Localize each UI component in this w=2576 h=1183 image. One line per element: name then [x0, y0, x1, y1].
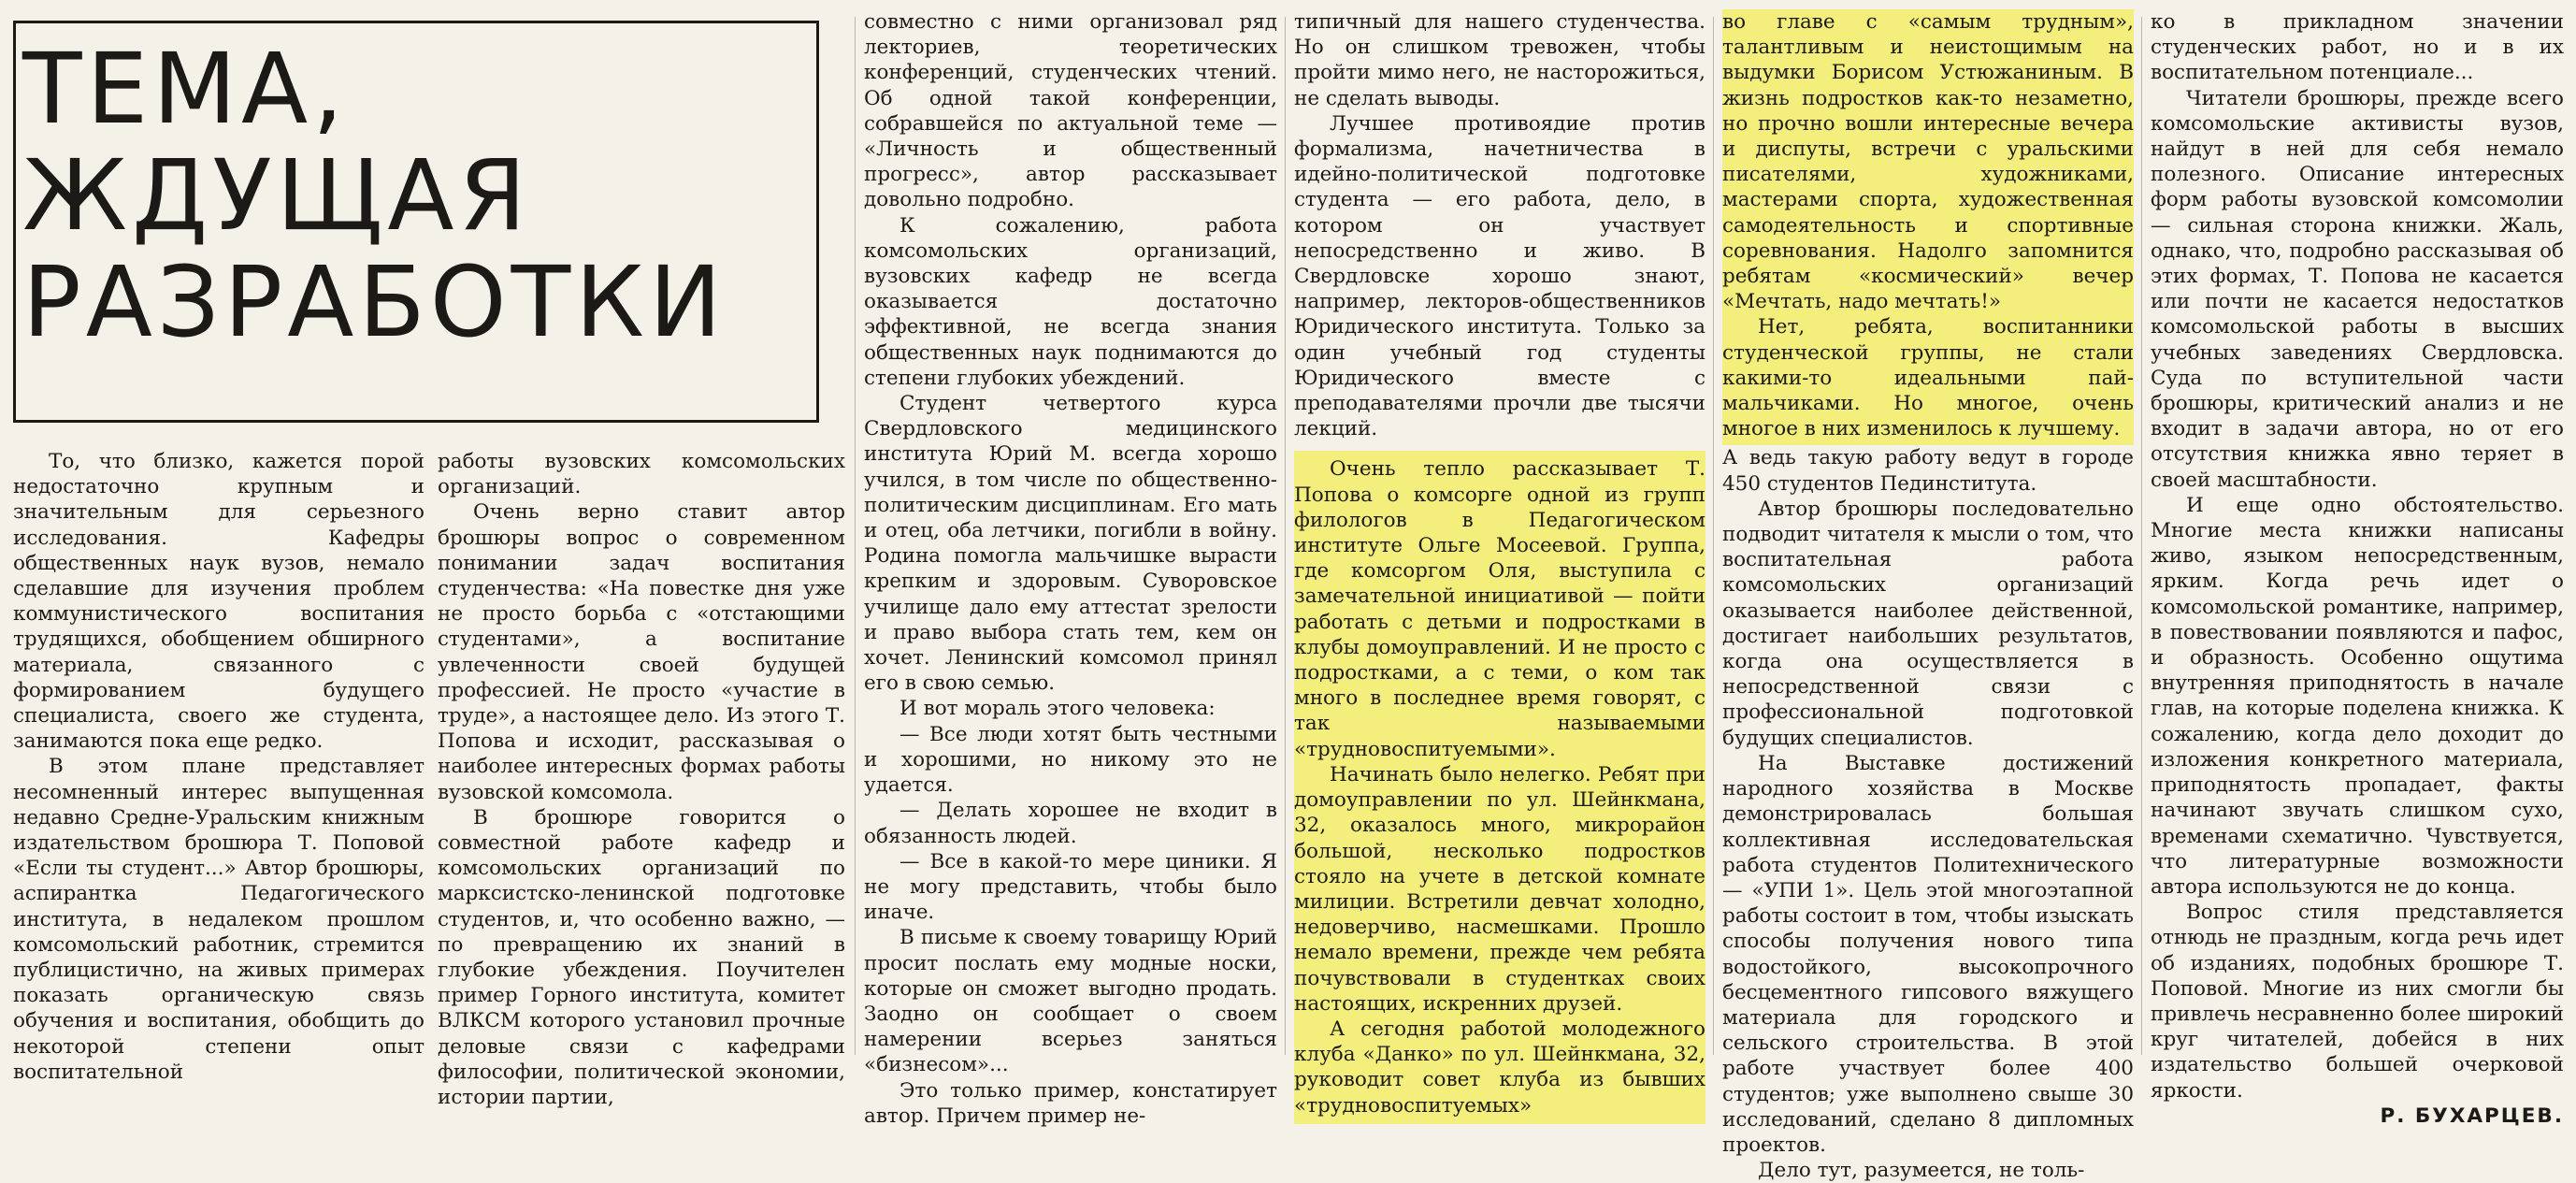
paragraph: В брошюре говорится о совместной работе кафедр и комсомольских организаций по марксистско-ленинской подготовке студентов, и, что особенно важно, — по превращению их знаний в глубокие убеждения. Поучителен пример Горного института, комитет ВЛКСМ которого установил прочные деловые связи с кафедрами философии, политической экономии, истории партии,	[438, 805, 845, 1110]
paragraph: Это только пример, констатирует автор. Причем пример не-	[864, 1078, 1277, 1128]
paragraph: Начинать было нелегко. Ребят при домоуправлении по ул. Шейнкмана, 32, оказалось много, микрорайон большой, несколько подростков стояло на учете в детской комнате милиции. Встретили девчат холодно, недоверчиво, насмешками. Прошло немало времени, прежде чем ребята почувствовали в студентках своих настоящих, искренних друзей.	[1294, 762, 1705, 1016]
author-signature: Р. БУХАРЦЕВ.	[2380, 1104, 2564, 1128]
paragraph: Студент четвертого курса Свердловского медицинского института Юрий М. всегда хорошо учился, в том числе по общественно-политическим дисциплинам. Его мать и отец, оба летчики, погибли в войну. Родина помогла мальчишке вырасти крепким и здоровым. Суворовское училище дало ему аттестат зрелости и право выбора стать тем, кем он хочет. Ленинский комсомол принял его в свою семью.	[864, 392, 1277, 696]
paragraph: В письме к своему товарищу Юрий просит послать ему модные носки, которые он сможет выгодно продать. Заодно он сообщает о своем намерении всерьез заняться «бизнесом»...	[864, 926, 1277, 1077]
paragraph: К сожалению, работа комсомольских организаций, вузовских кафедр не всегда оказывается достаточно эффективной, не всегда знания общественных наук поднимаются до степени глубоких убеждений.	[864, 213, 1277, 390]
paragraph: И еще одно обстоятельство. Многие места книжки написаны живо, языком непосредственным, ярким. Когда речь идет о комсомольской романтике, например, в повествовании появляются и пафос, и образность. Особенно ощутима внутренняя приподнятость в начале глав, на которые поделена книжка. К сожалению, когда дело доходит до изложения конкретного материала, приподнятость пропадает, факты начинают звучать слишком сухо, временами схематично. Чувствуется, что литературные возможности автора используются не до конца.	[2151, 493, 2564, 899]
paragraph: Дело тут, разумеется, не толь-	[1758, 1159, 2085, 1183]
paragraph: То, что близко, кажется порой недостаточно крупным и значительным для серьезного исследования. Кафедры общественных наук вузов, немало сделавшие для изучения проблем коммунистического воспитания трудящихся, обобщением обширного материала, связанного с формированием будущего специалиста, своего же студента, занимаются пока еще редко.	[13, 450, 425, 754]
paragraph: ко в прикладном значении студенческих работ, но и в их воспитательном потенциале...	[2151, 10, 2564, 85]
paragraph: Вопрос стиля представляется отнюдь не праздным, когда речь идет об изданиях, подобных брошюре Т. Поповой. Многие из них смогли бы привлечь несравненно более широкий круг читателей, добейся в них издательство большей очерковой яркости.	[2151, 901, 2564, 1103]
paragraph: — Все люди хотят быть честными и хорошими, но никому это не удается.	[864, 722, 1277, 798]
paragraph: — Делать хорошее не входит в обязанность людей.	[864, 799, 1277, 848]
column-rule	[1285, 17, 1286, 1055]
headline-line-2: ЖДУЩАЯ	[22, 138, 531, 252]
paragraph: И вот мораль этого человека:	[899, 697, 1216, 721]
highlighted-passage	[1722, 9, 2134, 445]
paragraph: Очень тепло рассказывает Т. Попова о комсорге одной из групп филологов в Педагогическом институте Ольге Мосеевой. Группа, где комсоргом Оля, выступила с замечательной инициативой — пойти работать с детьми и подростками в клубы домоуправлений. И не просто с подростками, а с теми, о ком так много в последнее время говорят, с так называемыми «трудновоспитуемыми».	[1294, 457, 1705, 761]
paragraph: Читатели брошюры, прежде всего комсомольские активисты вузов, найдут в ней для себя немало полезного. Описание интересных форм работы вузовской комсомолии — сильная сторона книжки. Жаль, однако, что, подробно рассказывая об этих формах, Т. Попова не касается или почти не касается недостатков комсомольской работы в высших учебных заведениях Свердловска. Суда по вступительной части брошюры, критический анализ и не входит в задачи автора, но от его отсутствия книжка явно теряет в своей масштабности.	[2151, 86, 2564, 492]
paragraph: На Выставке достижений народного хозяйства в Москве демонстрировалась большая коллективная исследовательская работа студентов Политехнического — «УПИ 1». Цель этой многоэтапной работы состоит в том, чтобы изыскать способы получения нового типа водостойкого, высокопрочного бесцементного гипсового вяжущего материала для городского и сельского строительства. В этой работе участвует более 400 студентов; уже выполнено свыше 30 исследований, сделано 8 дипломных проектов.	[1722, 751, 2134, 1157]
article-column-6	[2151, 9, 2564, 1128]
paragraph: Лучшее противоядие против формализма, начетничества в идейно-политической подготовке студента — его работа, дело, в котором он участвует непосредственно и живо. В Свердловске хорошо знают, например, лекторов-общественников Юридического института. Только за один учебный год студенты Юридического вместе с преподавателями прочли две тысячи лекций.	[1294, 111, 1705, 441]
paragraph: во главе с «самым трудным», талантливым и неистощимым на выдумки Борисом Устюжаниным. В жизнь подростков как-то незаметно, но прочно вошли интересные вечера и диспуты, встречи с уральскими писателями, художниками, мастерами спорта, художественная самодеятельность и спортивные соревнования. Надолго запомнится ребятам «космический» вечер «Мечтать, надо мечтать!»	[1722, 10, 2134, 314]
paragraph: совместно с ними организовал ряд лекториев, теоретических конференций, студенческих чтений. Об одной такой конференции, собравшейся по актуальной теме — «Личность и общественный прогресс», автор рассказывает довольно подробно.	[864, 10, 1277, 212]
article-column-5	[1722, 9, 2134, 1183]
headline	[22, 32, 799, 359]
paragraph: А сегодня работой молодежного клуба «Данко» по ул. Шейнкмана, 32, руководит совет клуба из бывших «трудновоспитуемых»	[1294, 1017, 1705, 1118]
highlighted-passage	[1294, 451, 1705, 1123]
paragraph: Нет, ребята, воспитанники студенческой группы, не стали какими-то идеальными пай-мальчиками. Но многое, очень многое в них изменилось к лучшему.	[1722, 315, 2134, 441]
article-column-4	[1294, 9, 1705, 1118]
column-rule	[855, 17, 856, 1055]
column-rule	[1713, 17, 1714, 1055]
article-column-1	[13, 449, 425, 1084]
paragraph: — Все в какой-то мере циники. Я не могу представить, чтобы было иначе.	[864, 849, 1277, 925]
column-rule	[2141, 17, 2142, 1055]
article-column-3	[864, 9, 1277, 1128]
paragraph: В этом плане представляет несомненный интерес выпущенная недавно Средне-Уральским книжным издательством брошюра Т. Поповой «Если ты студент...» Автор брошюры, аспирантка Педагогического института, в недалеком прошлом комсомольский работник, стремится публицистично, на живых примерах показать органическую связь обучения и воспитания, обобщить до некоторой степени опыт воспитательной	[13, 755, 425, 1084]
paragraph: Очень верно ставит автор брошюры вопрос о современном понимании задач воспитания студенчества: «На повестке дня уже не просто борьба с «отстающими студентами», а воспитание увлеченности своей будущей профессией. Не просто «участие в труде», а настоящее дело. Из этого Т. Попова и исходит, рассказывая о наиболее интересных формах работы вузовской комсомола.	[438, 500, 845, 804]
paragraph: А ведь такую работу ведут в городе 450 студентов Пединститута.	[1722, 446, 2134, 496]
paragraph: типичный для нашего студенчества. Но он слишком тревожен, чтобы пройти мимо него, не насторожиться, не сделать выводы.	[1294, 10, 1705, 110]
paragraph: Автор брошюры последовательно подводит читателя к мысли о том, что воспитательная работа комсомольских организаций оказывается наиболее действенной, достигает наибольших результатов, когда она осуществляется в непосредственной связи с профессиональной подготовкой будущих специалистов.	[1722, 497, 2134, 750]
article-column-2	[438, 449, 845, 1110]
paragraph: работы вузовских комсомольских организаций.	[438, 450, 845, 499]
headline-line-1: ТЕМА,	[22, 32, 349, 146]
headline-line-3: РАЗРАБОТКИ	[22, 245, 727, 359]
